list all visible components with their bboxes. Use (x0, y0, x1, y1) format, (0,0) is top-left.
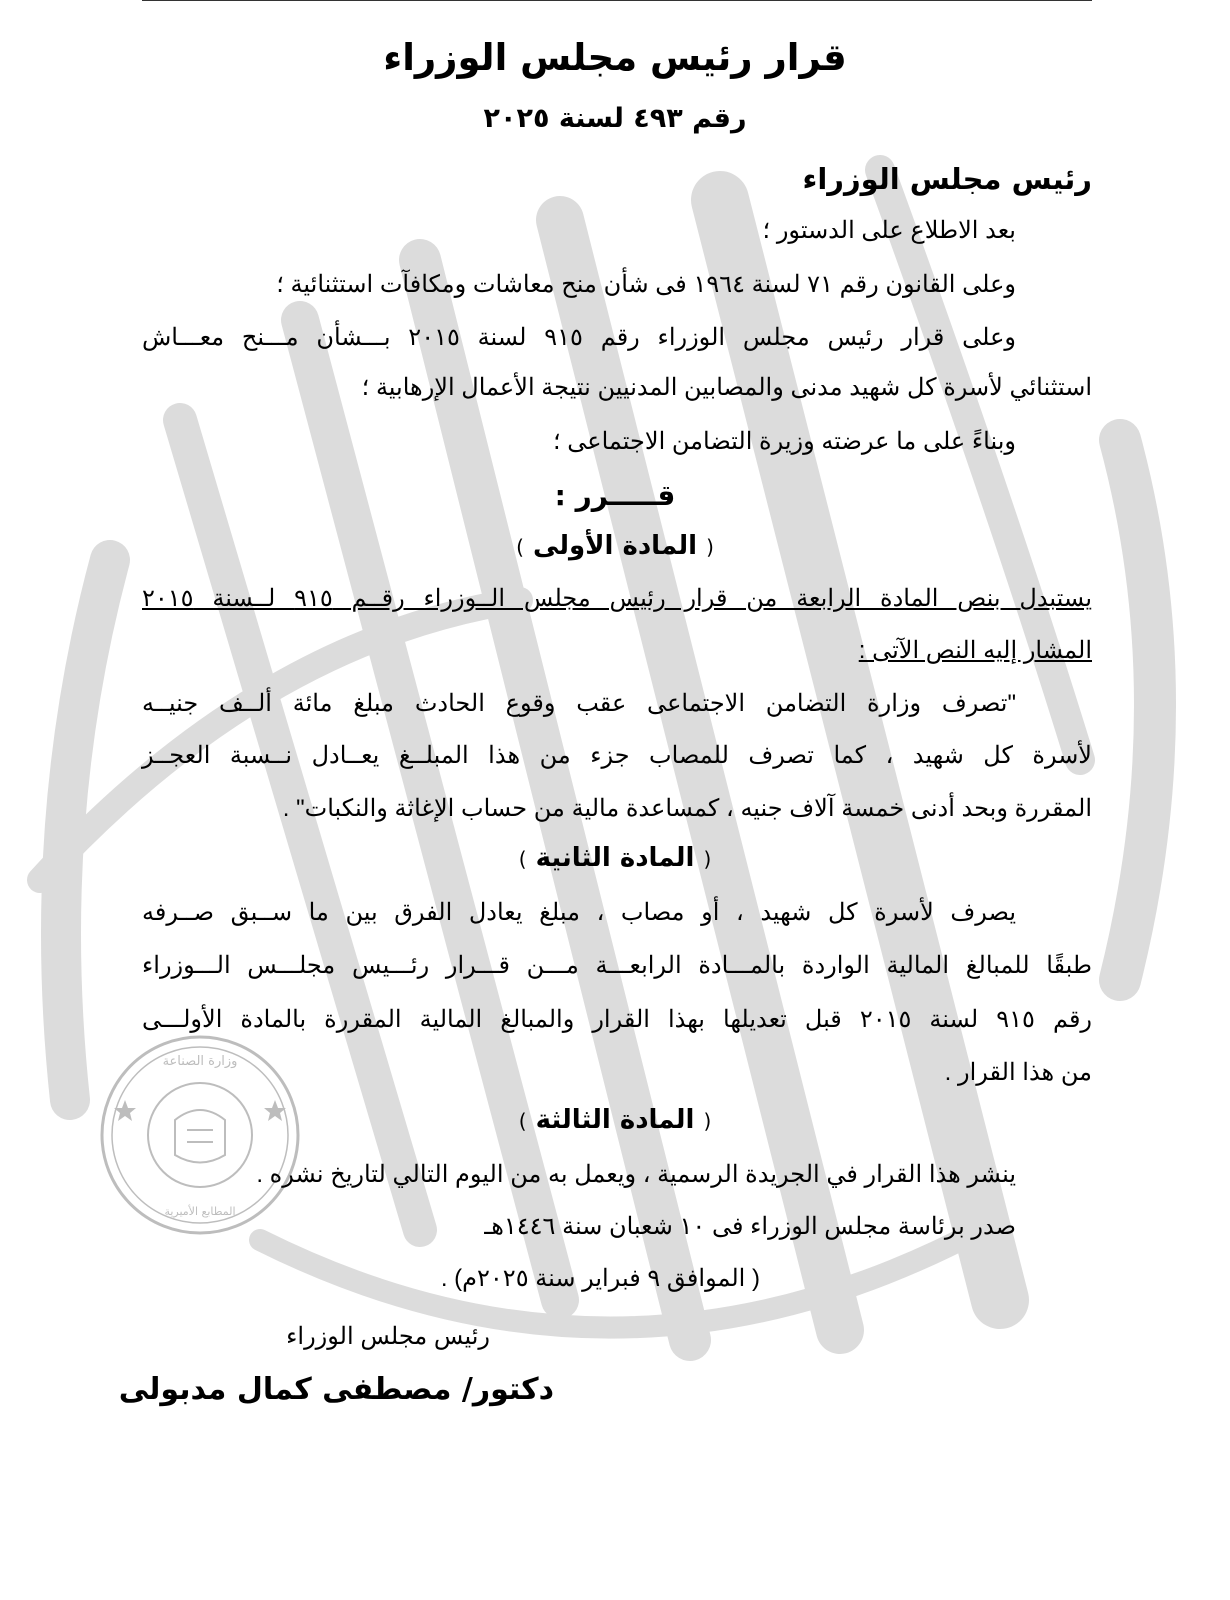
paren-open: ( (703, 847, 712, 871)
decided-heading: قـــــرر : (554, 479, 676, 512)
paren-close: ) (516, 535, 524, 559)
paren-open: ( (703, 1109, 712, 1133)
article-1-line: المشار إليه النص الآتى : (858, 637, 1092, 664)
preamble-line: بعد الاطلاع على الدستور ؛ (762, 217, 1016, 244)
preamble-line: وعلى القانون رقم ٧١ لسنة ١٩٦٤ فى شأن منح معاشات ومكافآت استثنائية ؛ (276, 271, 1016, 298)
article-1-line: "تصرف وزارة التضامن الاجتماعى عقب وقوع الحادث مبلغ مائة ألــف جنيــه (142, 690, 1016, 717)
decree-number: رقم ٤٩٣ لسنة ٢٠٢٥ (483, 103, 747, 134)
preamble-line: استثنائي لأسرة كل شهيد مدنى والمصابين المدنيين نتيجة الأعمال الإرهابية ؛ (361, 374, 1092, 401)
preamble-line: وعلى قرار رئيس مجلس الوزراء رقم ٩١٥ لسنة ٢٠١٥ بـــشأن مـــنح معـــاش (142, 324, 1017, 351)
preamble-line: وبناءً على ما عرضته وزيرة التضامن الاجتماعى ؛ (553, 428, 1016, 455)
paren-close: ) (518, 1109, 527, 1133)
article-2-heading (0, 843, 1230, 873)
article-2-line: طبقًا للمبالغ المالية الواردة بالمـــادة الرابعـــة مـــن قـــرار رئـــيس مجلـــس الـــوزراء (142, 952, 1092, 979)
issuer-heading: رئيس مجلس الوزراء (802, 162, 1092, 196)
article-2-line: رقم ٩١٥ لسنة ٢٠١٥ قبل تعديلها بهذا القرار والمبالغ المالية المقررة بالمادة الأولـــى (142, 1006, 1092, 1033)
svg-text:المطابع الأميرية: المطابع الأميرية (164, 1205, 236, 1218)
signature-title: رئيس مجلس الوزراء (286, 1323, 490, 1350)
article-3-line: ينشر هذا القرار في الجريدة الرسمية ، ويعمل به من اليوم التالي لتاريخ نشره . (256, 1161, 1016, 1188)
paren-open: ( (706, 535, 714, 559)
issue-date-hijri: صدر برئاسة مجلس الوزراء فى ١٠ شعبان سنة ١٤٤٦هـ (484, 1213, 1016, 1240)
article-1-line: لأسرة كل شهيد ، كما تصرف للمصاب جزء من هذا المبلــغ يعــادل نــسبة العجــز (142, 742, 1092, 769)
article-2-line: يصرف لأسرة كل شهيد ، أو مصاب ، مبلغ يعادل الفرق بين ما ســبق صــرفه (142, 899, 1016, 926)
article-3-title: المادة الثالثة (535, 1105, 695, 1135)
decree-title: قرار رئيس مجلس الوزراء (383, 36, 847, 79)
article-1-title: المادة الأولى (532, 531, 698, 561)
article-2-title: المادة الثانية (535, 843, 695, 873)
issue-date-gregorian: ( الموافق ٩ فبراير سنة ٢٠٢٥م) . (440, 1265, 760, 1292)
article-2-line: من هذا القرار . (944, 1059, 1092, 1086)
svg-text:وزارة الصناعة: وزارة الصناعة (162, 1054, 238, 1069)
article-1-line: يستبدل بنص المادة الرابعة من قرار رئيس مجلس الــوزراء رقــم ٩١٥ لــسنة ٢٠١٥ (142, 585, 1092, 612)
signature-name: دكتور/ مصطفى كمال مدبولى (118, 1372, 554, 1407)
article-1-line: المقررة وبحد أدنى خمسة آلاف جنيه ، كمساعدة مالية من حساب الإغاثة والنكبات" . (282, 795, 1092, 822)
article-1-heading (0, 531, 1230, 561)
paren-close: ) (518, 847, 527, 871)
article-3-heading (0, 1105, 1230, 1135)
